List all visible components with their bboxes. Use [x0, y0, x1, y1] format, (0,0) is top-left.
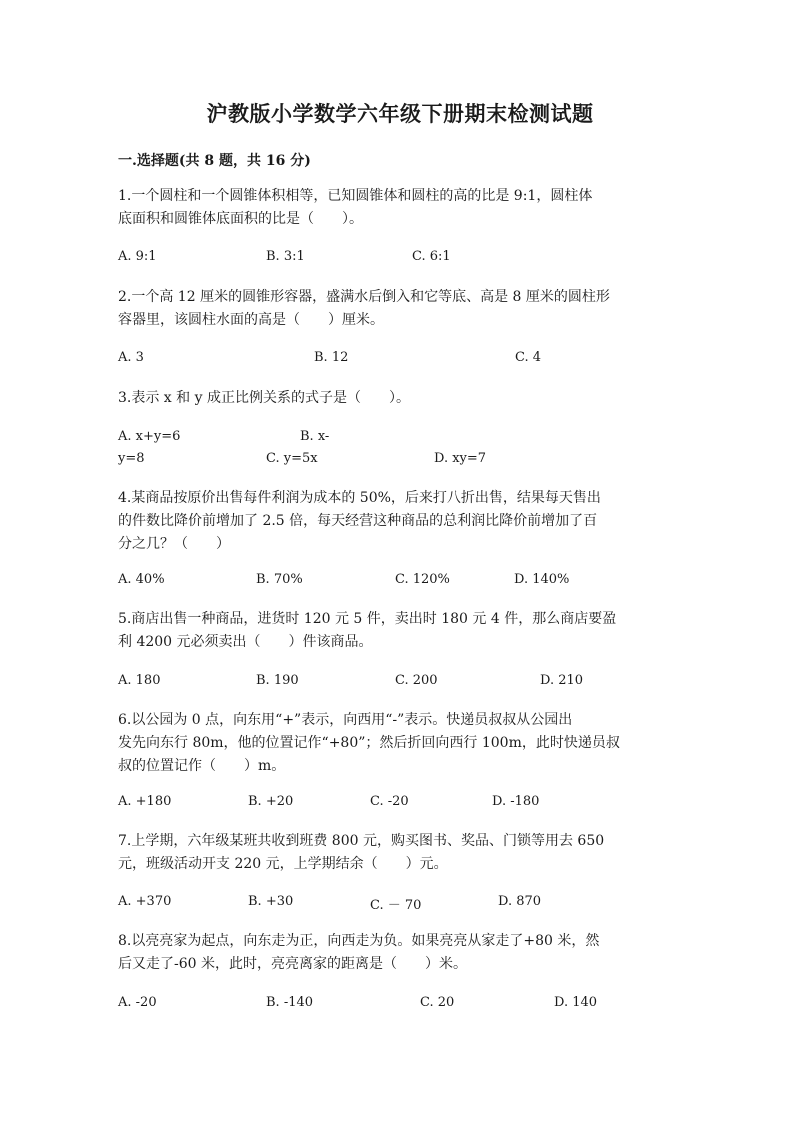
question-text-line: 底面积和圆锥体底面积的比是（ ）。: [118, 211, 363, 227]
question-text-line: 元，班级活动开支 220 元，上学期结余（ ）元。: [118, 856, 448, 872]
options-7: [118, 894, 718, 916]
option-b: B. 190: [256, 673, 299, 688]
option-a: A. +180: [118, 794, 172, 809]
option-c: C. y=5x: [266, 451, 318, 466]
option-d: D. 210: [540, 673, 584, 688]
question-text-line: 分之几？（ ）: [118, 536, 230, 552]
option-b: B. x-: [300, 429, 330, 444]
question-text-line: 的件数比降价前增加了 2.5 倍，每天经营这种商品的总利润比降价前增加了百: [118, 513, 598, 529]
question-text-line: 容器里，该圆柱水面的高是（ ）厘米。: [118, 312, 384, 328]
question-text-line: 3.表示 x 和 y 成正比例关系的式子是（ ）。: [118, 390, 410, 406]
question-text-line: 2.一个高 12 厘米的圆锥形容器，盛满水后倒入和它等底、高是 8 厘米的圆柱形: [118, 289, 610, 305]
options-4: [118, 572, 718, 594]
option-c: C. 200: [395, 673, 438, 688]
option-a: A. -20: [118, 995, 157, 1010]
question-text-line: 4.某商品按原价出售每件利润为成本的 50%，后来打八折出售，结果每天售出: [118, 490, 601, 506]
option-a: A. 180: [118, 673, 161, 688]
option-a: A. 3: [118, 350, 144, 365]
question-4: [118, 487, 678, 556]
option-b-continued: y=8: [118, 451, 145, 466]
question-3: [118, 387, 678, 410]
question-5: [118, 608, 678, 654]
option-c: C. 6:1: [412, 249, 451, 264]
option-c: C. 4: [515, 350, 542, 365]
option-a: A. x+y=6: [118, 429, 181, 444]
option-d: D. 870: [498, 894, 542, 909]
option-a: A. +370: [118, 894, 172, 909]
options-3-row2: [118, 451, 718, 473]
option-b: B. 3:1: [266, 249, 305, 264]
options-3-row1: [118, 429, 718, 451]
question-1: [118, 185, 678, 231]
section-header: 一.选择题(共 8 题，共 16 分): [118, 153, 311, 169]
option-b: B. 70%: [256, 572, 303, 587]
option-a: A. 9:1: [118, 249, 157, 264]
options-8: [118, 995, 718, 1017]
option-d: D. xy=7: [434, 451, 487, 466]
option-c: C. 20: [420, 995, 455, 1010]
question-text-line: 利 4200 元必须卖出（ ）件该商品。: [118, 634, 373, 650]
options-6: [118, 794, 718, 816]
options-1: [118, 249, 718, 271]
option-b: B. 12: [314, 350, 349, 365]
exam-title: 沪教版小学数学六年级下册期末检测试题: [206, 101, 594, 126]
question-text-line: 后又走了-60 米，此时，亮亮离家的距离是（ ）米。: [118, 956, 467, 972]
option-c: C. 120%: [395, 572, 450, 587]
question-6: [118, 709, 678, 778]
option-b: B. -140: [266, 995, 314, 1010]
options-2: [118, 350, 718, 372]
question-text-line: 发先向东行 80m，他的位置记作“+80”；然后折回向西行 100m，此时快递员叔: [118, 735, 620, 751]
option-c: C. － 70: [370, 898, 422, 913]
question-text-line: 8.以亮亮家为起点，向东走为正，向西走为负。如果亮亮从家走了+80 米，然: [118, 933, 600, 949]
question-text-line: 7.上学期，六年级某班共收到班费 800 元，购买图书、奖品、门锁等用去 650: [118, 833, 605, 849]
question-text-line: 叔的位置记作（ ）m。: [118, 758, 286, 774]
option-c: C. -20: [370, 794, 409, 809]
option-a: A. 40%: [118, 572, 165, 587]
option-b: B. +20: [248, 794, 294, 809]
question-8: [118, 930, 678, 976]
question-text-line: 1.一个圆柱和一个圆锥体积相等，已知圆锥体和圆柱的高的比是 9:1，圆柱体: [118, 188, 593, 204]
question-2: [118, 286, 678, 332]
options-5: [118, 673, 718, 695]
option-d: D. -180: [492, 794, 540, 809]
question-text-line: 6.以公园为 0 点，向东用“+”表示，向西用“-”表示。快递员叔叔从公园出: [118, 712, 573, 728]
option-d: D. 140%: [514, 572, 570, 587]
question-7: [118, 830, 678, 876]
option-d: D. 140: [554, 995, 598, 1010]
option-b: B. +30: [248, 894, 294, 909]
question-text-line: 5.商店出售一种商品，进货时 120 元 5 件，卖出时 180 元 4 件，那么商店要盈: [118, 611, 617, 627]
